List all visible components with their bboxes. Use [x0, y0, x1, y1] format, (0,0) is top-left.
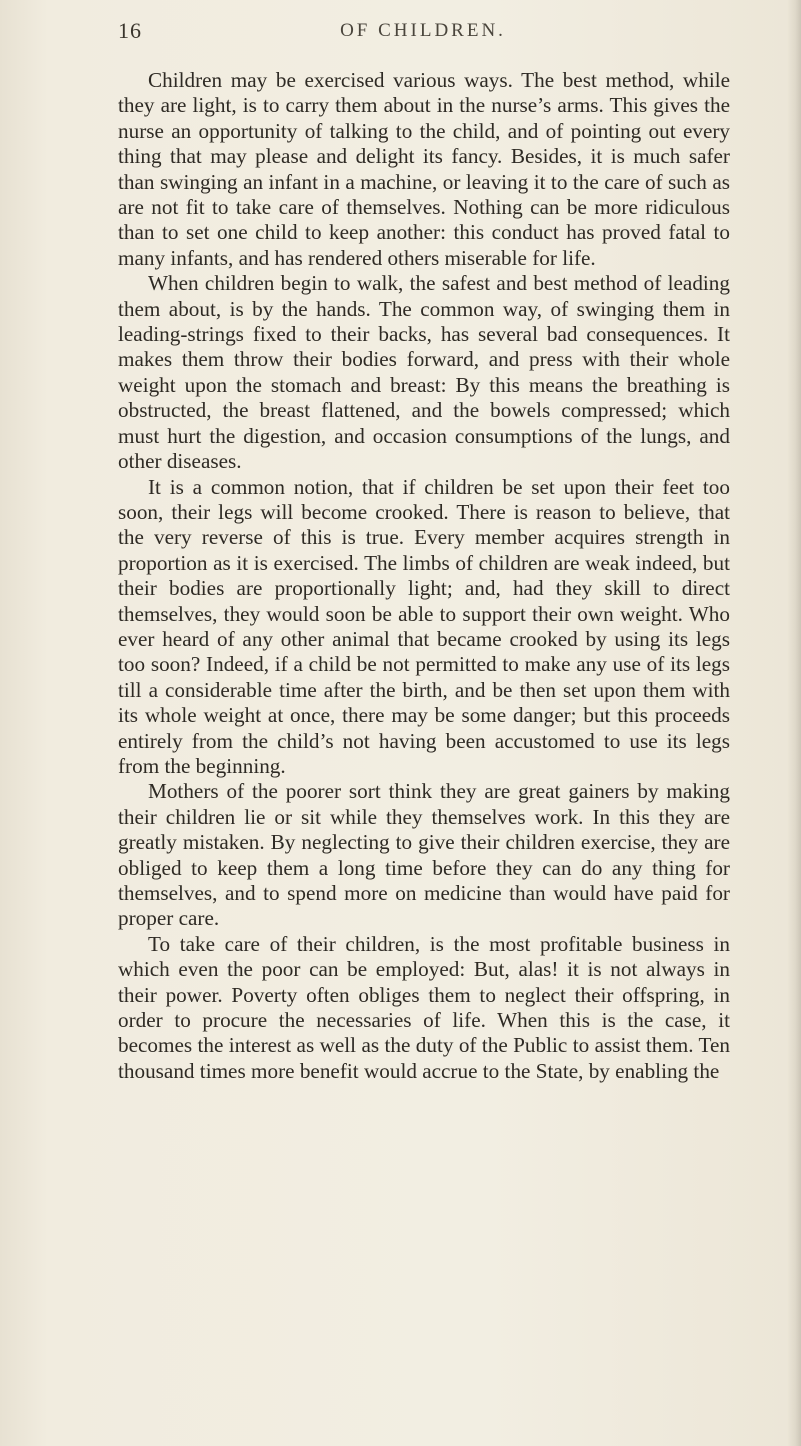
paragraph: Children may be exercised various ways. The best method, while they are light, is to carry them about in the nurse’s arms. This gives the nurse an opportunity of talking to the child, and of pointing out every thing that may please and delight its fancy. Besides, it is much safer than swinging an infant in a machine, or leaving it to the care of such as are not fit to take care of themselves. Nothing can be more ridiculous than to set one child to keep another: this conduct has proved fatal to many infants, and has rendered others miserable for life. [118, 68, 730, 270]
paragraph: Mothers of the poorer sort think they are great gainers by making their children lie or sit while they themselves work. In this they are greatly mistaken. By neglecting to give their children exercise, they are obliged to keep them a long time before they can do any thing for themselves, and to spend more on medicine than would have paid for proper care. [118, 779, 730, 931]
paragraph: To take care of their children, is the most profitable business in which even the poor can be employed: But, alas! it is not always in their power. Poverty often obliges them to neglect their offspring, in order to procure the necessaries of life. When this is the case, it becomes the interest as well as the duty of the Public to assist them. Ten thousand times more benefit would accrue to the State, by enabling the [118, 931, 730, 1083]
page-edge-shadow [787, 0, 801, 1446]
page-number: 16 [118, 18, 142, 43]
running-head: OF CHILDREN. [340, 20, 506, 41]
page-header [118, 18, 728, 54]
paragraph: It is a common notion, that if children be set upon their feet too soon, their legs will become crooked. There is reason to believe, that the very reverse of this is true. Every member acquires strength in proportion as it is exercised. The limbs of children are weak indeed, but their bodies are proportionally light; and, had they skill to direct themselves, they would soon be able to support their own weight. Who ever heard of any other animal that became crooked by using its legs too soon? Indeed, if a child be not permitted to make any use of its legs till a considerable time after the birth, and be then set upon them with its whole weight at once, there may be some danger; but this proceeds entirely from the child’s not having been accustomed to use its legs from the beginning. [118, 474, 730, 778]
paragraph: When children begin to walk, the safest and best method of leading them about, is by the hands. The common way, of swinging them in leading-strings fixed to their backs, has several bad consequences. It makes them throw their bodies forward, and press with their whole weight upon the stomach and breast: By this means the breathing is obstructed, the breast flattened, and the bowels compressed; which must hurt the digestion, and occasion consumptions of the lungs, and other diseases. [118, 271, 730, 474]
body-text [118, 68, 730, 1084]
